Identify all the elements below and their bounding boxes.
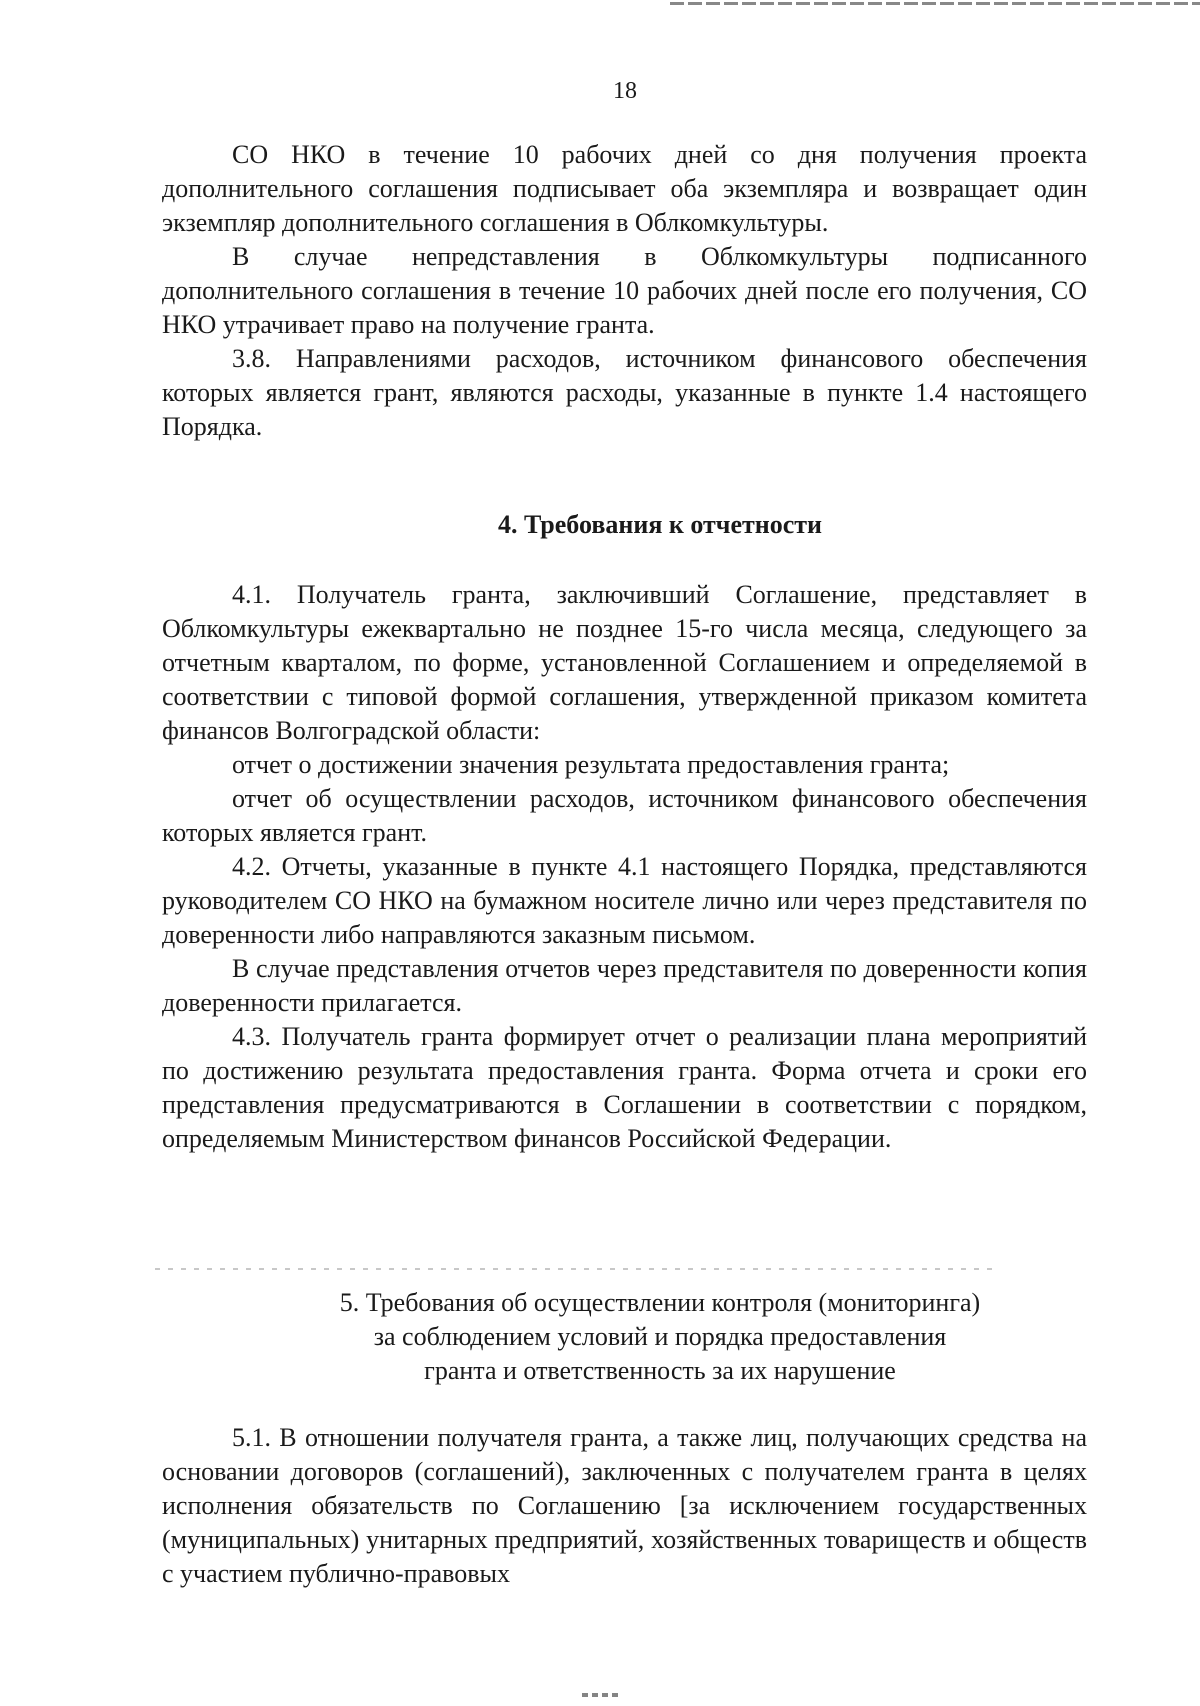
paragraph: 4.2. Отчеты, указанные в пункте 4.1 настоящего Порядка, представляются руководителем СО НКО на бумажном носителе лично или через представителя по доверенности либо направляются заказным письмом.	[162, 852, 1087, 949]
heading-line: за соблюдением условий и порядка предоставления	[373, 1322, 947, 1351]
section-4-heading: 4. Требования к отчетности	[497, 510, 823, 539]
paragraph: 5.1. В отношении получателя гранта, а также лиц, получающих средства на основании договоров (соглашений), заключенных с получателем гранта в целях исполнения обязательств по Соглашению [за исключением государственных (муниципальных) унитарных предприятий, хозяйственных товариществ и обществ с участием публично-правовых	[162, 1423, 1087, 1588]
paragraph: 3.8. Направлениями расходов, источником финансового обеспечения которых является грант, являются расходы, указанные в пункте 1.4 настоящего Порядка.	[162, 344, 1087, 441]
scan-artifact-bottom	[582, 1693, 620, 1697]
section-3-continuation	[162, 138, 1087, 444]
paragraph: 4.1. Получатель гранта, заключивший Соглашение, представляет в Облкомкультуры ежеквартально не позднее 15-го числа месяца, следующего за отчетным кварталом, по форме, установленной Соглашением и определяемой в соответствии с типовой формой соглашения, утвержденной приказом комитета финансов Волгоградской области:	[162, 580, 1087, 745]
paragraph: СО НКО в течение 10 рабочих дней со дня получения проекта дополнительного соглашения подписывает оба экземпляра и возвращает один экземпляр дополнительного соглашения в Облкомкультуры.	[162, 140, 1087, 237]
paragraph: В случае непредставления в Облкомкультуры подписанного дополнительного соглашения в течение 10 рабочих дней после его получения, СО НКО утрачивает право на получение гранта.	[162, 242, 1087, 339]
page-number: 18	[613, 78, 637, 104]
paragraph: отчет о достижении значения результата предоставления гранта;	[232, 750, 950, 779]
paragraph: 4.3. Получатель гранта формирует отчет о реализации плана мероприятий по достижению результата предоставления гранта. Форма отчета и сроки его представления предусматриваются в Соглашении в соответствии с порядком, определяемым Министерством финансов Российской Федерации.	[162, 1022, 1087, 1153]
paragraph: В случае представления отчетов через представителя по доверенности копия доверенности прилагается.	[162, 954, 1087, 1017]
section-5-heading	[160, 1286, 1160, 1388]
section-5-body	[162, 1421, 1087, 1591]
heading-line: 5. Требования об осуществлении контроля (мониторинга)	[339, 1288, 981, 1317]
scan-artifact-line	[155, 1268, 995, 1270]
heading-line: гранта и ответственность за их нарушение	[424, 1356, 896, 1385]
scan-artifact-top	[670, 2, 1200, 5]
section-4-body	[162, 578, 1087, 1156]
paragraph: отчет об осуществлении расходов, источником финансового обеспечения которых является грант.	[162, 784, 1087, 847]
